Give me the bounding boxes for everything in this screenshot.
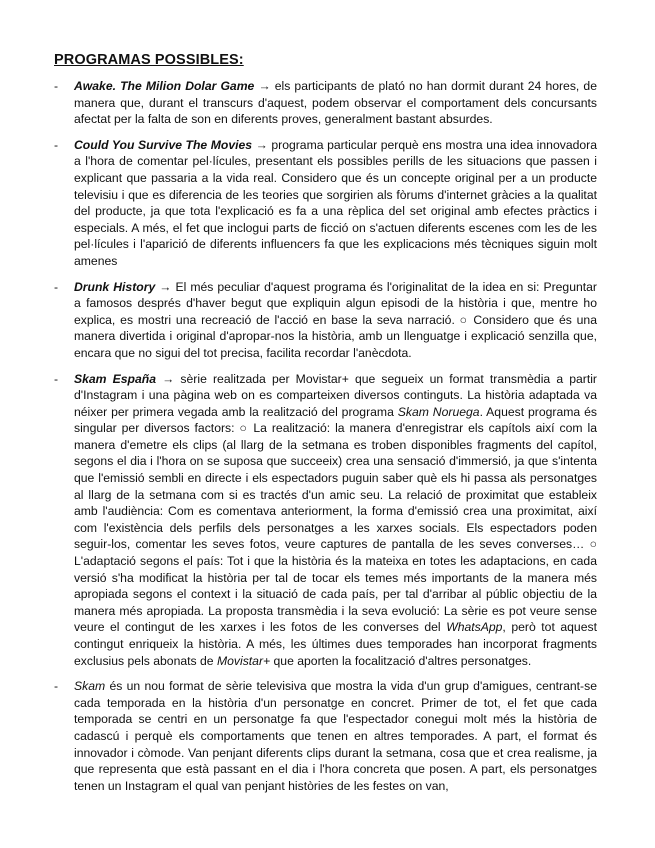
- program-name: Drunk History: [74, 279, 156, 294]
- program-description: programa particular perquè ens mostra una idea innovadora a l'hora de comentar pel·lícules, presentant els possibles perills de les situacions que passen i explicant que passaria a la vida real. Considero que és un concepte original per a un producte televisiu i que es diferencia de les teories que sorgirien als fòrums d'internet gràcies a la qualitat del producte, ja que tota l'explicació es fa a una rèplica del set original amb efectes pràctics i especials. A més, el fet que inclogui parts de ficció on s'actuen diferents escenes com les de les pel·lícules i l'aparició de diferents influencers fa que les explicacions més tècniques siguin molt amenes: [74, 137, 597, 268]
- reference-whatsapp: WhatsApp: [446, 620, 503, 635]
- program-description: els participants de plató no han dormit durant 24 hores, de manera que, durant el transcurs d'aquest, podem observar el comportament dels concursants afectat per la falta de son en diferents proves, generalment bastant absurdes.: [74, 79, 597, 127]
- page-title: PROGRAMAS POSSIBLES:: [54, 52, 244, 68]
- program-name: Skam España: [74, 371, 156, 386]
- bullet-dash: -: [54, 371, 59, 386]
- program-name: Could You Survive The Movies: [74, 137, 253, 152]
- list-item-skam: [54, 678, 597, 794]
- program-description: és un nou format de sèrie televisiva que mostra la vida d'un grup d'amigues, centrant-se cada temporada en la història d'un personatge en concret. Primer de tot, el fet que cada temporada se centri en un personatge fa que l'espectador conegui molt més la història de cadascú i perquè els comportaments que tenen en altres temporades. A part, el format és innovador i còmode. Van penjant diferents clips durant la setmana, cosa que et crea realisme, ja que representa que està passant en el dia i l'hora concreta que posen. A part, els personatges tenen un Instagram el qual van penjant històries de les festes on van,: [74, 679, 597, 793]
- reference-skam-noruega: Skam Noruega: [397, 404, 480, 419]
- program-list: [54, 78, 597, 794]
- list-item-could-you-survive: [54, 137, 597, 270]
- bullet-dash: -: [54, 279, 59, 294]
- arrow-right-icon: →: [258, 79, 271, 93]
- program-description-end: que aporten la focalització d'altres personatges.: [270, 653, 532, 668]
- program-name: Awake. The Milion Dolar Game: [74, 79, 255, 93]
- list-item-skam-espana: [54, 371, 597, 670]
- program-name-italic: Skam: [74, 679, 106, 694]
- bullet-dash: -: [54, 137, 59, 152]
- list-item-drunk-history: [54, 279, 597, 362]
- arrow-right-icon: →: [159, 279, 172, 294]
- program-description: El més peculiar d'aquest programa és l'originalitat de la idea en si: Preguntar a famosos després d'haver begut que expliquin algun episodi de la història i que, mentre ho explica, es mostri una recreació de l'acció en base la seva narració. ○ Considero que és una manera divertida i original d'apropar-nos la història, amb un llenguatge i explicació senzilla que, encara que no sigui del tot precisa, facilita recordar l'anècdota.: [74, 279, 597, 360]
- program-description-cont: , però tot aquest contingut enriqueix la història. A més, les últimes dues temporades han incorporat fragments exclusius pels abonats de: [74, 620, 597, 668]
- program-description-cont: . Aquest programa és singular per diversos factors: ○ La realització: la manera d'enregistrar els capítols així com la manera d'emetre els clips (al llarg de la setmana es troben disponibles fragments del capítol, segons el dia i l'hora on se suposa que succeeix) crea una sensació d'immersió, ja que s'intenta que l'emissió sembli en directe i els espectadors puguin saber què els hi passa als personatges al llarg de la setmana com si es tractés d'un amic seu. La relació de proximitat que estableix amb l'audiència: Com es comentava anteriorment, la forma d'emissió crea una proximitat, així com l'existència dels perfils dels personatges a les xarxes socials. Els espectadors poden seguir-los, comentar les seves fotos, veure captures de pantalla de les seves converses… ○ L'adaptació segons el país: Tot i que la història és la mateixa en totes les adaptacions, en cada versió s'ha modificat la història per tal de tocar els temes més importants de la manera més apropiada segons el context i la situació de cada país, per tal d'arribar al públic objectiu de la manera més apropiada. La proposta transmèdia i la seva evolució: La sèrie es pot veure sense veure el contingut de les xarxes i les fotos de les converses del: [74, 404, 597, 635]
- program-description: sèrie realitzada per Movistar+ que segueix un format transmèdia a partir d'Instagram i una pàgina web on es comparteixen diversos continguts. La història adaptada va néixer per primera vegada amb la realització del programa: [74, 371, 597, 419]
- arrow-right-icon: →: [162, 371, 175, 386]
- arrow-right-icon: →: [255, 137, 268, 152]
- reference-movistar: Movistar+: [216, 653, 271, 668]
- list-item-awake: [54, 78, 597, 128]
- bullet-dash: -: [54, 79, 59, 93]
- bullet-dash: -: [54, 679, 59, 694]
